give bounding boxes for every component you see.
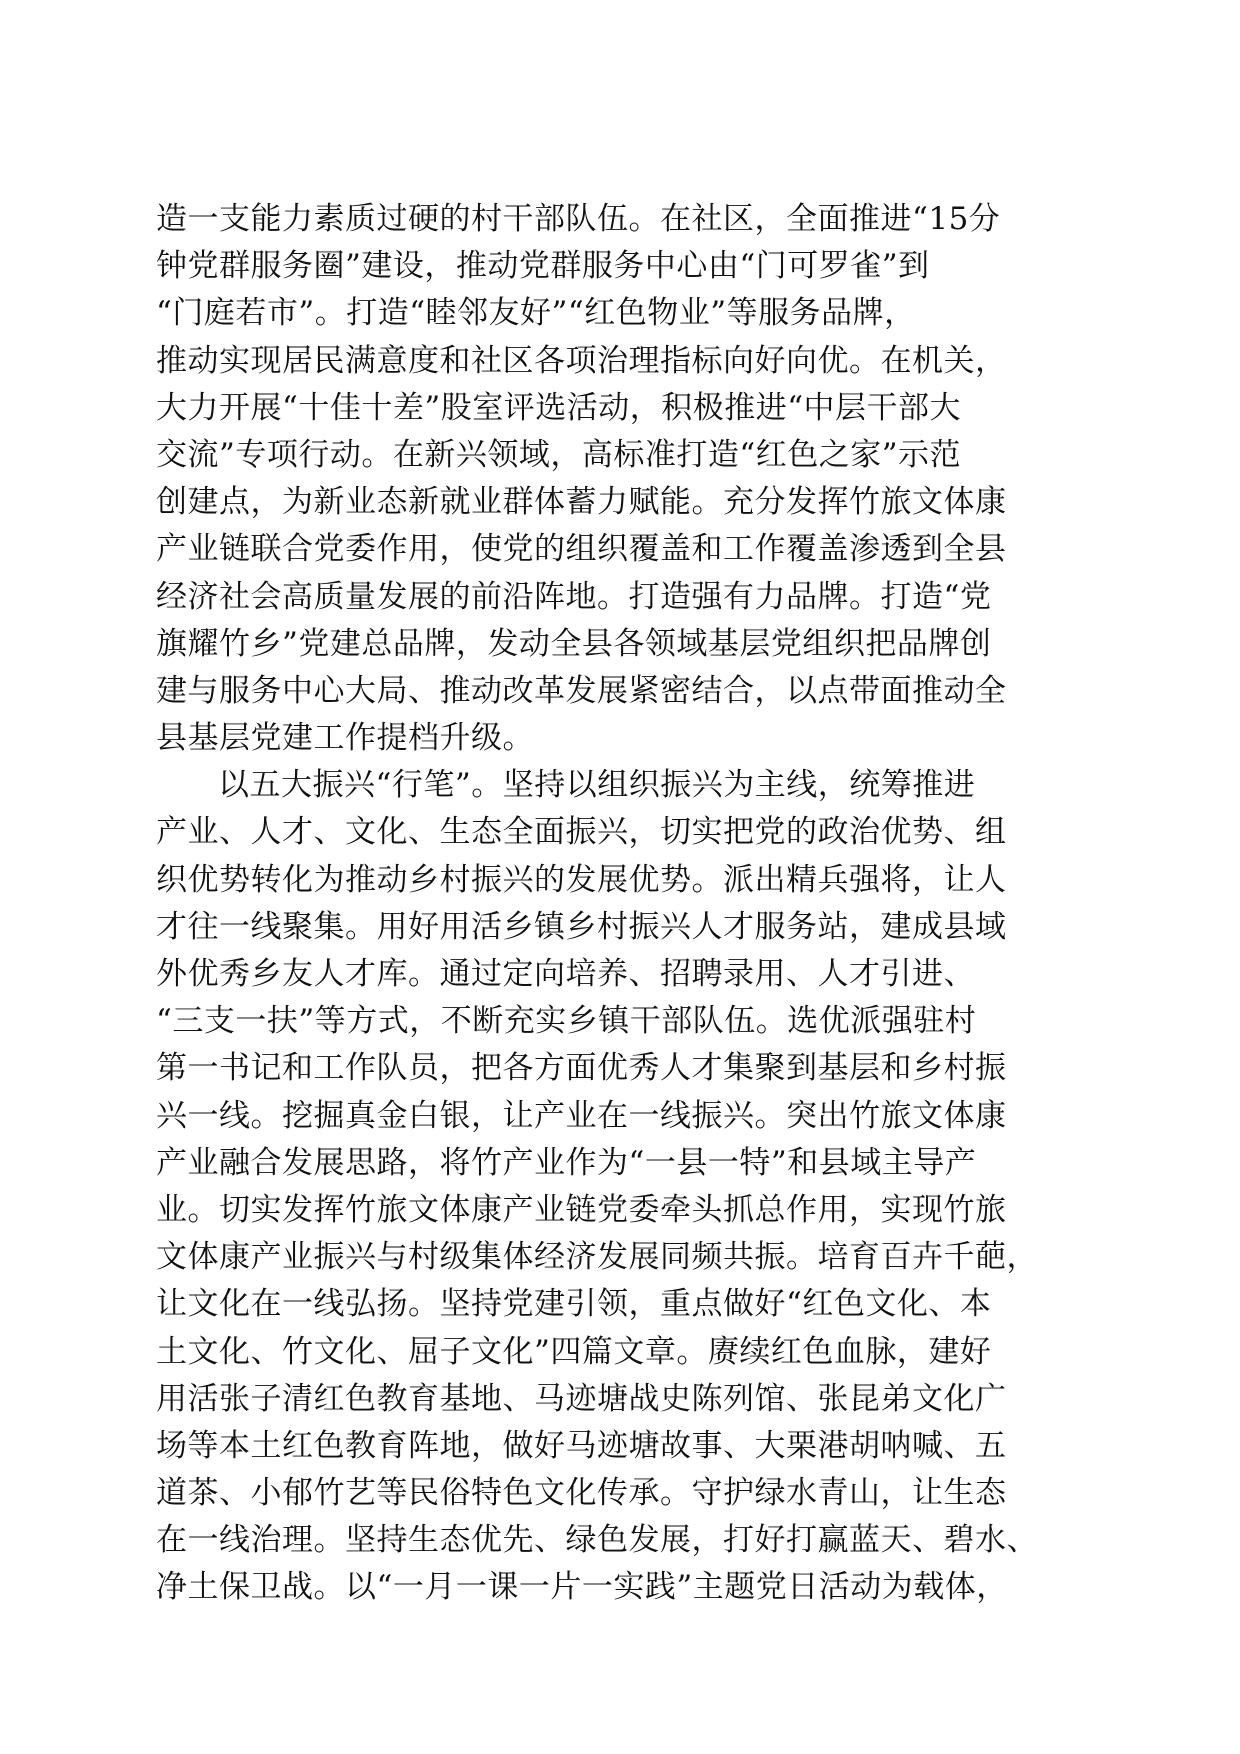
text-line: “三支一扶”等方式，不断充实乡镇干部队伍。选优派强驻村 [156, 1003, 977, 1040]
text-line: 钟党群服务圈”建设，推动党群服务中心由“门可罗雀”到 [156, 248, 930, 285]
text-line: 在一线治理。坚持生态优先、绿色发展，打好打赢蓝天、碧水、 [156, 1522, 1038, 1559]
text-line: 县基层党建工作提档升级。 [156, 720, 534, 757]
body-text [156, 196, 1096, 1612]
text-line: 推动实现居民满意度和社区各项治理指标向好向优。在机关， [156, 342, 1007, 379]
text-line: 造一支能力素质过硬的村干部队伍。在社区，全面推进“15分 [156, 201, 1001, 237]
text-line: “门庭若市”。打造“睦邻友好”“红色物业”等服务品牌， [156, 295, 916, 332]
text-line: 土文化、竹文化、屈子文化”四篇文章。赓续红色血脉，建好 [156, 1333, 992, 1370]
paragraph-1 [156, 196, 1096, 762]
text-line: 第一书记和工作队员，把各方面优秀人才集聚到基层和乡村振 [156, 1050, 1007, 1087]
text-line: 经济社会高质量发展的前沿阵地。打造强有力品牌。打造“党 [156, 578, 992, 615]
text-line: 道茶、小郁竹艺等民俗特色文化传承。守护绿水青山，让生态 [156, 1475, 1007, 1512]
text-line: 净土保卫战。以“一月一课一片一实践”主题党日活动为载体， [156, 1569, 1008, 1606]
text-line: 建与服务中心大局、推动改革发展紧密结合，以点带面推动全 [156, 672, 1007, 709]
text-line: 产业融合发展思路，将竹产业作为“一县一特”和县域主导产 [156, 1144, 977, 1181]
text-line: 业。切实发挥竹旅文体康产业链党委牵头抓总作用，实现竹旅 [156, 1191, 1007, 1228]
text-line: 场等本土红色教育阵地，做好马迹塘故事、大栗港胡呐喊、五 [156, 1427, 1007, 1464]
text-line: 交流”专项行动。在新兴领域，高标准打造“红色之家”示范 [156, 436, 962, 473]
text-line: 文体康产业振兴与村级集体经济发展同频共振。培育百卉千葩， [156, 1239, 1038, 1276]
text-line: 以五大振兴“行笔”。坚持以组织振兴为主线，统筹推进 [218, 767, 976, 804]
text-line: 外优秀乡友人才库。通过定向培养、招聘录用、人才引进、 [156, 956, 975, 992]
text-line: 创建点，为新业态新就业群体蓄力赋能。充分发挥竹旅文体康 [156, 484, 1007, 521]
paragraph-2 [156, 762, 1096, 1611]
text-line: 产业链联合党委作用，使党的组织覆盖和工作覆盖渗透到全县 [156, 531, 1007, 568]
text-line: 旗耀竹乡”党建总品牌，发动全县各领域基层党组织把品牌创 [156, 625, 992, 662]
text-line: 织优势转化为推动乡村振兴的发展优势。派出精兵强将，让人 [156, 861, 1007, 898]
text-line: 用活张子清红色教育基地、马迹塘战史陈列馆、张昆弟文化广 [156, 1380, 1007, 1417]
text-line: 产业、人才、文化、生态全面振兴，切实把党的政治优势、组 [156, 814, 1007, 851]
text-line: 兴一线。挖掘真金白银，让产业在一线振兴。突出竹旅文体康 [156, 1097, 1007, 1134]
text-line: 大力开展“十佳十差”股室评选活动，积极推进“中层干部大 [156, 389, 962, 426]
text-line: 才往一线聚集。用好用活乡镇乡村振兴人才服务站，建成县域 [156, 908, 1007, 945]
text-line: 让文化在一线弘扬。坚持党建引领，重点做好“红色文化、本 [156, 1286, 992, 1323]
